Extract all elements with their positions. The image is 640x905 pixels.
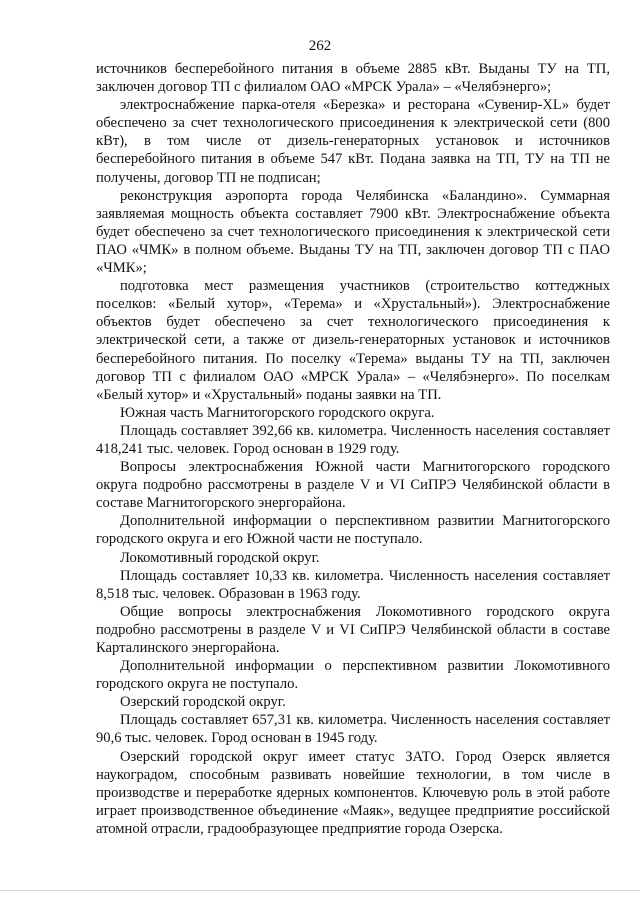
paragraph: источников бесперебойного питания в объеме 2885 кВт. Выданы ТУ на ТП, заключен договор ТП с филиалом ОАО «МРСК Урала» – «Челябэнерго»; <box>96 61 610 96</box>
page-bottom-edge <box>0 890 640 891</box>
page-number: 262 <box>308 38 332 54</box>
document-body <box>96 60 610 838</box>
section-heading-magnitogorsk: Южная часть Магнитогорского городского округа. <box>120 404 435 421</box>
paragraph: Дополнительной информации о перспективном развитии Магнитогорского городского округа и его Южной части не поступало. <box>96 513 610 548</box>
paragraph: Площадь составляет 657,31 кв. километра. Численность населения составляет 90,6 тыс. человек. Город основан в 1945 году. <box>96 712 610 747</box>
paragraph: подготовка мест размещения участников (строительство коттеджных поселков: «Белый хутор», «Терема» и «Хрустальный»). Электроснабжение объектов будет обеспечено за счет технологического присоединения к электрической сети, а также от дизель-генераторных установок и источников бесперебойного питания. По поселку «Терема» выданы ТУ на ТП, заключен договор ТП с филиалом ОАО «МРСК Урала» – «Челябэнерго». По поселкам «Белый хутор» и «Хрустальный» поданы заявки на ТП. <box>96 278 610 403</box>
paragraph: Площадь составляет 10,33 кв. километра. Численность населения составляет 8,518 тыс. человек. Образован в 1963 году. <box>96 567 610 602</box>
paragraph: Общие вопросы электроснабжения Локомотивного городского округа подробно рассмотрены в разделе V и VI СиПРЭ Челябинской области в составе Карталинского энергорайона. <box>96 603 610 656</box>
paragraph: электроснабжение парка-отеля «Березка» и ресторана «Сувенир-XL» будет обеспечено за счет технологического присоединения к электрической сети (800 кВт), в том числе от дизель-генераторных установок и источников бесперебойного питания в объеме 547 кВт. Подана заявка на ТП, ТУ на ТП не получены, договор ТП не подписан; <box>96 97 610 186</box>
paragraph: Озерский городской округ имеет статус ЗАТО. Город Озерск является наукоградом, способным развивать новейшие технологии, в том числе в производстве и переработке ядерных компонентов. Ключевую роль в этой работе играет производственное объединение «Маяк», ведущее предприятие российской атомной отрасли, градообразующее предприятие города Озерска. <box>96 748 610 837</box>
paragraph: реконструкция аэропорта города Челябинска «Баландино». Суммарная заявляемая мощность объекта составляет 7900 кВт. Электроснабжение объекта будет обеспечено за счет технологического присоединения к электрической сети ПАО «ЧМК» в полном объеме. Выданы ТУ на ТП, заключен договор ТП с ПАО «ЧМК»; <box>96 187 610 277</box>
paragraph: Вопросы электроснабжения Южной части Магнитогорского городского округа подробно рассмотрены в разделе V и VI СиПРЭ Челябинской области в составе Магнитогорского энергорайона. <box>96 459 610 512</box>
section-heading-lokomotivny: Локомотивный городской округ. <box>120 549 320 566</box>
section-heading-ozersk: Озерский городской округ. <box>120 694 286 711</box>
paragraph: Дополнительной информации о перспективном развитии Локомотивного городского округа не поступало. <box>96 658 610 693</box>
paragraph: Площадь составляет 392,66 кв. километра. Численность населения составляет 418,241 тыс. человек. Город основан в 1929 году. <box>96 422 610 457</box>
